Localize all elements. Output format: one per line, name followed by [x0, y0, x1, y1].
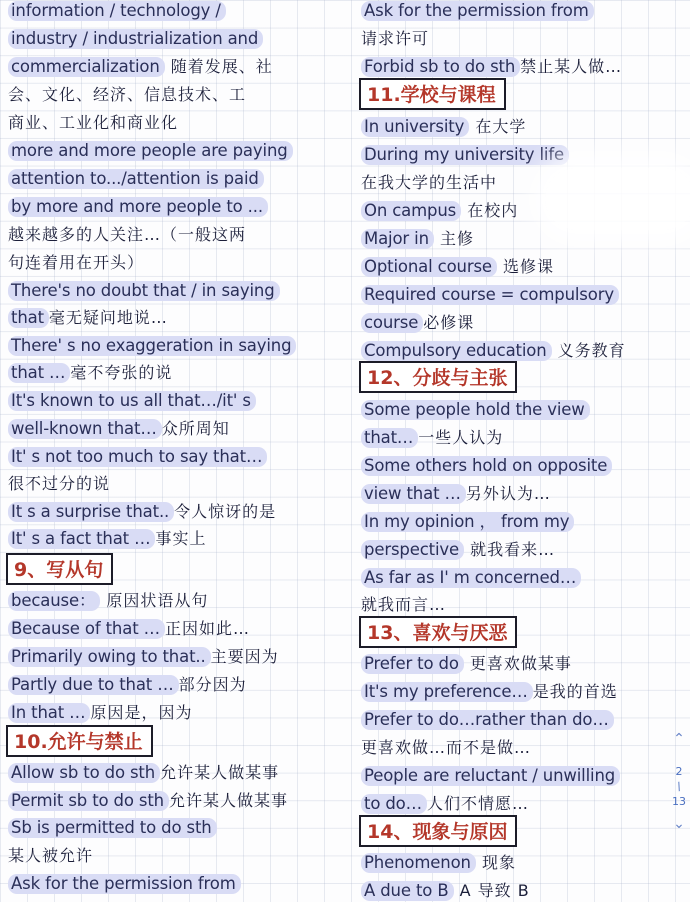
note-line	[361, 144, 569, 166]
english-phrase: well-known that…	[8, 419, 162, 439]
chinese-translation: 很不过分的说	[8, 474, 111, 493]
note-line	[8, 702, 193, 724]
note-line	[361, 852, 516, 874]
note-line	[8, 307, 168, 329]
english-phrase: industry / industrialization and	[8, 29, 263, 49]
page-current: 2	[675, 765, 683, 778]
page-separator: /	[675, 779, 683, 794]
note-line	[8, 280, 280, 302]
chinese-translation: 部分因为	[178, 675, 247, 694]
chinese-translation: 请求许可	[361, 29, 430, 48]
note-line	[361, 312, 474, 334]
english-phrase: perspective	[361, 540, 464, 560]
english-phrase: that	[8, 308, 49, 328]
english-phrase: Compulsory education	[361, 341, 552, 361]
note-line	[8, 674, 247, 696]
note-line	[361, 483, 551, 505]
note-line	[8, 618, 250, 640]
note-line	[361, 594, 446, 616]
note-line	[361, 28, 429, 50]
note-line	[8, 56, 273, 78]
english-phrase: Because of that …	[8, 619, 165, 639]
chinese-translation: 义务教育	[551, 341, 626, 360]
note-line	[361, 0, 594, 22]
note-line	[8, 196, 268, 218]
chinese-translation: 允许某人做某事	[160, 763, 280, 782]
english-phrase: that…	[361, 428, 418, 448]
note-line	[361, 427, 503, 449]
note-line	[8, 390, 256, 412]
english-phrase: Permit sb to do sth	[8, 791, 169, 811]
chinese-translation: 人们不情愿…	[426, 794, 529, 813]
note-line	[8, 168, 264, 190]
note-line	[361, 880, 530, 902]
note-line	[8, 790, 288, 812]
note-line	[8, 0, 226, 22]
note-line	[8, 335, 296, 357]
english-phrase: by more and more people to ...	[8, 197, 268, 217]
chinese-translation: 商业、工业化和商业化	[8, 113, 179, 132]
english-phrase: Major in	[361, 229, 434, 249]
english-phrase: Primarily owing to that..	[8, 647, 211, 667]
note-line	[361, 56, 622, 78]
chinese-translation: 禁止某人做…	[520, 57, 623, 76]
note-line	[8, 590, 208, 612]
english-phrase: Phenomenon	[361, 853, 476, 873]
chevron-up-icon[interactable]: ⌃	[673, 731, 685, 747]
section-heading: 11.学校与课程	[359, 78, 506, 110]
chinese-translation: 主修	[433, 229, 474, 248]
note-line	[8, 473, 110, 495]
note-line	[361, 340, 626, 362]
note-line	[8, 873, 241, 895]
chinese-translation: 原因状语从句	[100, 591, 209, 610]
english-phrase: It s a surprise that..	[8, 502, 174, 522]
note-line	[8, 446, 267, 468]
chinese-translation: 在校内	[461, 201, 519, 220]
note-line	[361, 116, 526, 138]
english-phrase: In my opinion ， from my	[361, 512, 574, 532]
english-phrase: Some people hold the view	[361, 400, 590, 420]
note-line	[361, 399, 590, 421]
english-phrase: During my university life	[361, 145, 569, 165]
chinese-translation: 在大学	[469, 117, 527, 136]
chinese-translation: 句连着用在开头）	[8, 253, 145, 272]
chinese-translation: 在我大学的生活中	[361, 173, 498, 192]
english-phrase: Ask for the permission from	[8, 874, 241, 894]
chinese-translation: 选修课	[496, 257, 555, 276]
english-phrase: Ask for the permission from	[361, 1, 594, 21]
note-line	[8, 252, 144, 274]
chinese-translation: 更喜欢做某事	[463, 654, 572, 673]
smudge	[545, 168, 690, 230]
section-heading: 10.允许与禁止	[6, 725, 153, 757]
chevron-down-icon[interactable]: ⌄	[673, 816, 685, 832]
english-phrase: Sb is permitted to do sth	[8, 818, 217, 838]
english-phrase: As far as I' m concerned…	[361, 568, 581, 588]
chinese-translation: 必修课	[423, 313, 475, 332]
english-phrase: information / technology /	[8, 1, 226, 21]
chinese-translation: 事实上	[155, 529, 207, 548]
english-phrase: Prefer to do…rather than do…	[361, 710, 614, 730]
note-line	[8, 112, 178, 134]
chinese-translation: 毫不夸张的说	[70, 363, 173, 382]
english-phrase: Prefer to do	[361, 654, 464, 674]
chinese-translation: 会、文化、经济、信息技术、工	[8, 85, 247, 104]
note-line	[361, 765, 620, 787]
english-phrase: commercialization	[8, 57, 165, 77]
note-line	[361, 200, 518, 222]
page-total: 13	[672, 795, 686, 808]
english-phrase: In that …	[8, 703, 90, 723]
section-heading: 14、现象与原因	[359, 815, 517, 847]
english-phrase: more and more people are paying	[8, 141, 293, 161]
english-phrase: In university	[361, 117, 469, 137]
english-phrase: Allow sb to do sth	[8, 763, 160, 783]
chinese-translation: 就我看来…	[464, 540, 556, 559]
english-phrase: There's no doubt that / in saying	[8, 281, 280, 301]
chinese-translation: 允许某人做某事	[169, 791, 289, 810]
chinese-translation: 某人被允许	[8, 846, 94, 865]
note-line	[361, 172, 497, 194]
chinese-translation: 一些人认为	[418, 428, 504, 447]
note-line	[8, 501, 276, 523]
note-line	[8, 817, 217, 839]
note-line	[8, 224, 246, 246]
note-line	[361, 228, 474, 250]
note-line	[8, 528, 206, 550]
chinese-translation: 毫无疑问地说…	[48, 308, 168, 327]
english-phrase: Some others hold on opposite	[361, 456, 612, 476]
english-phrase: On campus	[361, 201, 461, 221]
english-phrase: It' s a fact that …	[8, 529, 155, 549]
chinese-translation: 越来越多的人关注…（一般这两	[8, 225, 247, 244]
english-phrase: because：	[8, 591, 100, 611]
note-line	[361, 653, 572, 675]
note-line	[361, 567, 581, 589]
note-line	[361, 256, 554, 278]
english-phrase: course	[361, 313, 423, 333]
note-line	[8, 362, 172, 384]
section-heading: 13、喜欢与厌恶	[359, 616, 517, 648]
note-line	[8, 84, 246, 106]
english-phrase: Optional course	[361, 257, 497, 277]
chinese-translation: 更喜欢做…而不是做…	[361, 738, 532, 757]
chinese-translation: 另外认为…	[465, 484, 551, 503]
english-phrase: Forbid sb to do sth	[361, 57, 520, 77]
chinese-translation: 现象	[475, 853, 516, 872]
english-phrase: Partly due to that …	[8, 675, 179, 695]
chinese-translation: 随着发展、社	[164, 57, 273, 76]
note-line	[8, 140, 293, 162]
section-heading: 12、分歧与主张	[359, 361, 517, 393]
english-phrase: attention to.../attention is paid	[8, 169, 264, 189]
chinese-translation: A 导致 B	[453, 881, 530, 900]
chinese-translation: 就我而言…	[361, 595, 447, 614]
page-indicator	[668, 732, 690, 842]
note-line	[361, 793, 529, 815]
note-line	[361, 284, 619, 306]
chinese-translation: 令人惊讶的是	[174, 502, 277, 521]
chinese-translation: 众所周知	[161, 419, 230, 438]
note-line	[361, 511, 574, 533]
english-phrase: It's my preference…	[361, 682, 533, 702]
note-line	[361, 539, 555, 561]
note-line	[361, 455, 612, 477]
english-phrase: to do…	[361, 794, 427, 814]
chinese-translation: 原因是，因为	[90, 703, 193, 722]
english-phrase: view that …	[361, 484, 466, 504]
english-phrase: There' s no exaggeration in saying	[8, 336, 296, 356]
note-line	[361, 737, 531, 759]
note-line	[8, 762, 279, 784]
english-phrase: A due to B	[361, 881, 454, 901]
english-phrase: Required course = compulsory	[361, 285, 619, 305]
note-line	[361, 681, 618, 703]
chinese-translation: 主要因为	[210, 647, 279, 666]
note-line	[361, 709, 614, 731]
english-phrase: It' s not too much to say that…	[8, 447, 267, 467]
note-line	[8, 28, 263, 50]
chinese-translation: 是我的首选	[532, 682, 618, 701]
english-phrase: People are reluctant / unwilling	[361, 766, 620, 786]
section-heading: 9、写从句	[6, 553, 113, 585]
note-line	[8, 646, 279, 668]
chinese-translation: 正因如此…	[164, 619, 250, 638]
english-phrase: that …	[8, 363, 70, 383]
english-phrase: It's known to us all that…/it' s	[8, 391, 256, 411]
note-line	[8, 845, 93, 867]
note-line	[8, 418, 230, 440]
